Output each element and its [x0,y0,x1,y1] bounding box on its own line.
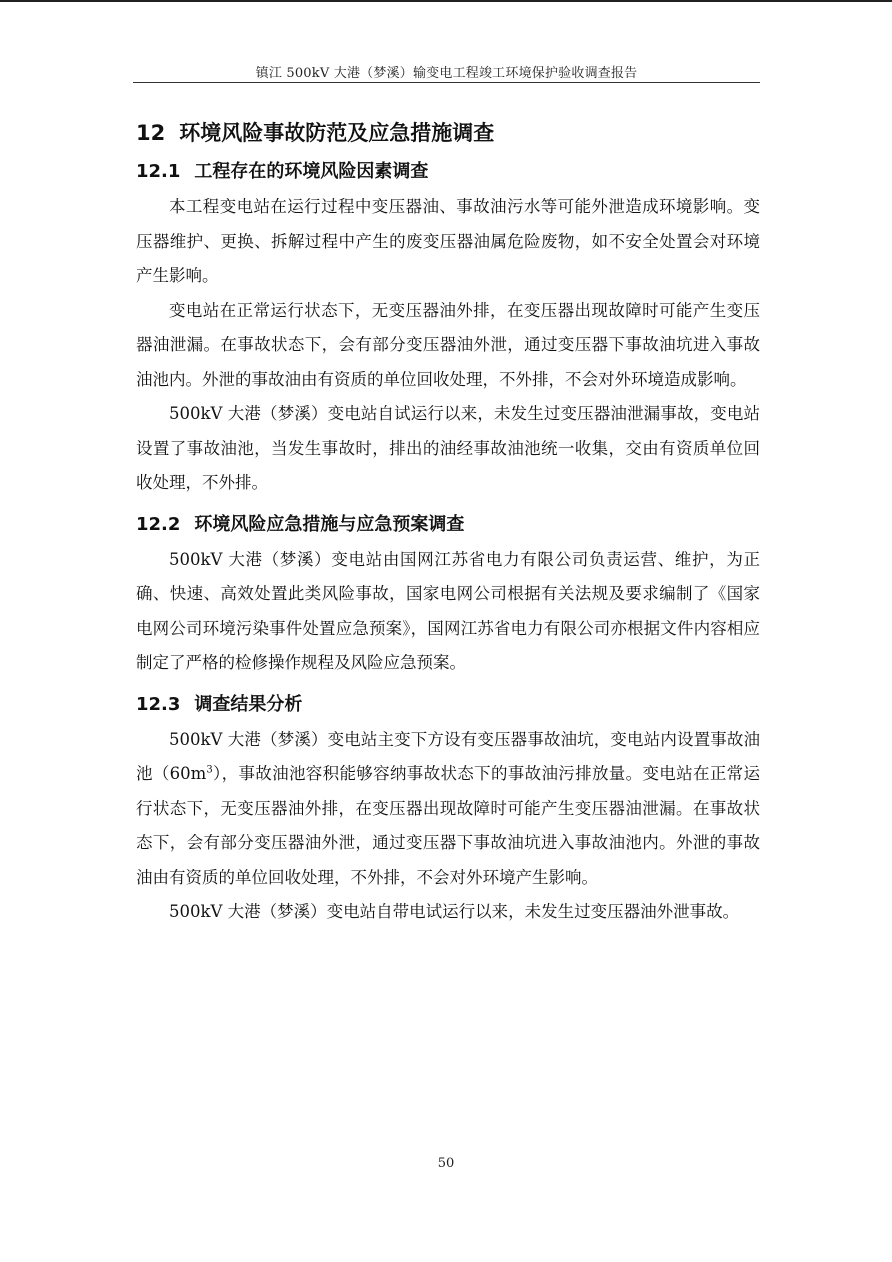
section-title: 调查结果分析 [194,693,303,715]
paragraph: 500kV 大港（梦溪）变电站自带电试运行以来，未发生过变压器油外泄事故。 [169,902,740,921]
chapter-number: 12 [136,121,166,145]
header-rule [133,82,760,83]
section-heading-12-3 [136,687,760,723]
chapter-title: 环境风险事故防范及应急措施调查 [179,121,495,145]
page-number: 50 [437,1156,455,1171]
paragraph: 500kV 大港（梦溪）变电站自试运行以来，未发生过变压器油泄漏事故，变电站设置了事故油池，当发生事故时，排出的油经事故油池统一收集，交由有资质单位回收处理，不外排。 [136,404,760,492]
paragraph: 变电站在正常运行状态下，无变压器油外排，在变压器出现故障时可能产生变压器油泄漏。在事故状态下，会有部分变压器油外泄，通过变压器下事故油坑进入事故油池内。外泄的事故油由有资质的单位回收处理，不外排，不会对外环境造成影响。 [136,300,760,389]
paragraph [136,723,760,896]
top-border-line [0,0,892,2]
section-number: 12.3 [136,693,181,715]
paragraph: 500kV 大港（梦溪）变电站由国网江苏省电力有限公司负责运营、维护，为正确、快速、高效处置此类风险事故，国家电网公司根据有关法规及要求编制了《国家电网公司环境污染事件处置应急预案》，国网江苏省电力有限公司亦根据文件内容相应制定了严格的检修操作规程及风险应急预案。 [136,549,760,672]
section-title: 工程存在的环境风险因素调查 [194,161,429,182]
paragraph: 本工程变电站在运行过程中变压器油、事故油污水等可能外泄造成环境影响。变压器维护、更换、拆解过程中产生的废变压器油属危险废物，如不安全处置会对环境产生影响。 [136,197,760,285]
section-heading-12-2 [136,507,760,543]
superscript: 3 [206,764,213,776]
section-title: 环境风险应急措施与应急预案调查 [194,513,465,535]
running-header: 镇江 500kV 大港（梦溪）输变电工程竣工环境保护验收调查报告 [255,66,638,81]
paragraph-text: 500kV 大港（梦溪）变电站主变下方设有变压器事故油坑，变电站内设置事故油池（60m [136,729,760,783]
section-number: 12.2 [136,513,181,535]
paragraph-text: ），事故油池容积能够容纳事故状态下的事故油污排放量。变电站在正常运行状态下，无变压器油外排，在变压器出现故障时可能产生变压器油泄漏。在事故状态下，会有部分变压器油外泄，通过变压器下事故油坑进入事故油池内。外泄的事故油由有资质的单位回收处理，不外排，不会对外环境产生影响。 [136,764,760,887]
chapter-heading [136,112,760,154]
page-content [136,112,760,930]
section-heading-12-1 [136,154,760,190]
section-number: 12.1 [136,161,181,182]
